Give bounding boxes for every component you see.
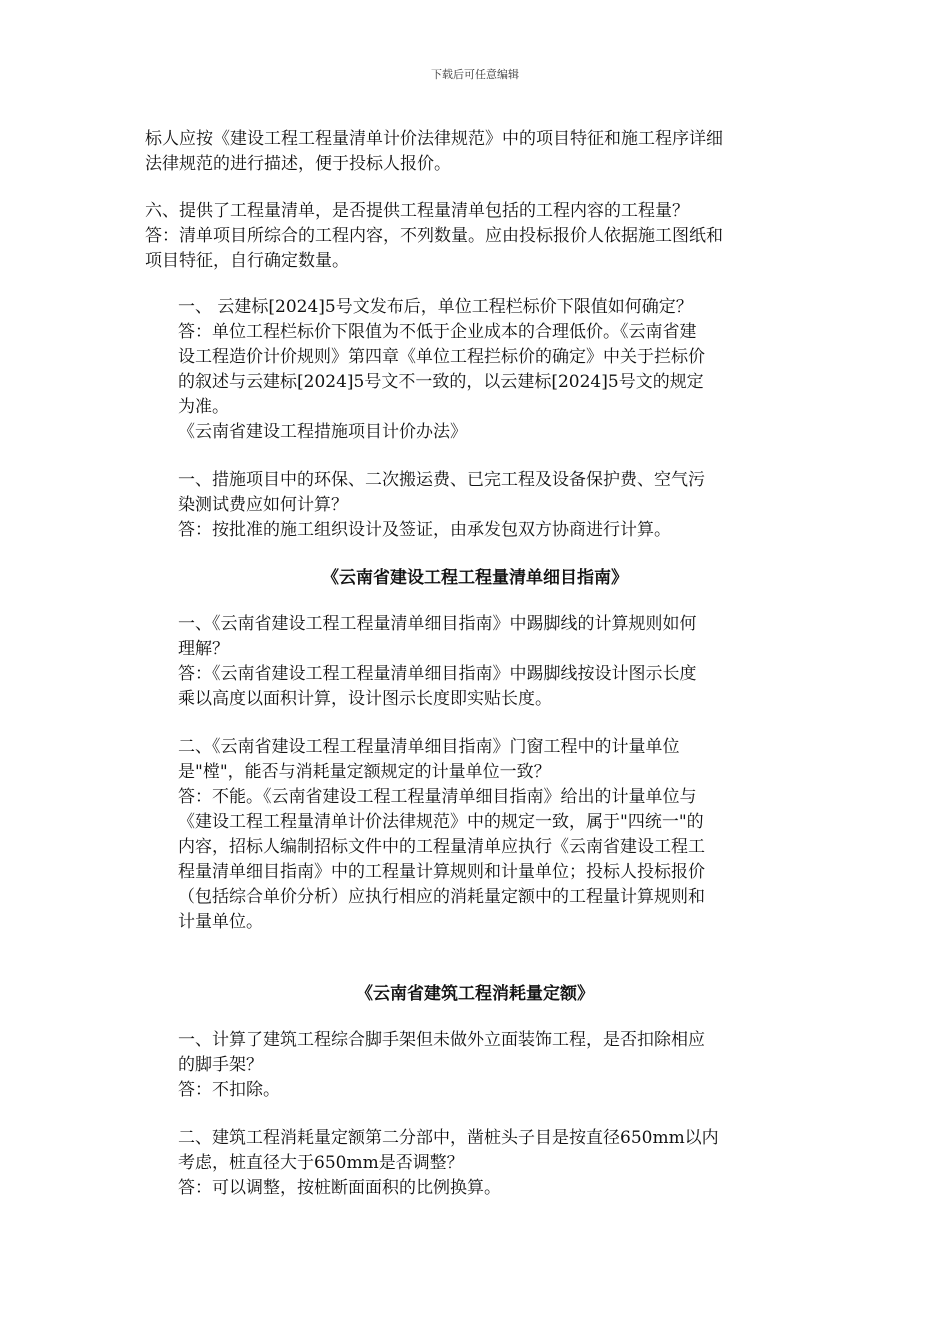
yunjian-answer-line-4: 为准。 [178, 397, 229, 417]
yunjian-answer-line-1: 答：单位工程栏标价下限值为不低于企业成本的合理低价。《云南省建 [178, 322, 697, 342]
measures-question-line-1: 一、措施项目中的环保、二次搬运费、已完工程及设备保护费、空气污 [178, 470, 705, 490]
measures-section-title: 《云南省建设工程措施项目计价办法》 [178, 422, 467, 442]
yunjian-answer-line-2: 设工程造价计价规则》第四章《单位工程拦标价的确定》中关于拦标价 [178, 347, 705, 367]
guide-a2-line-3: 内容，招标人编制招标文件中的工程量清单应执行《云南省建设工程工 [178, 837, 705, 857]
quota-q2-line-2: 考虑，桩直径大于650mm是否调整？ [178, 1153, 464, 1173]
q6-question: 六、提供了工程量清单，是否提供工程量清单包括的工程内容的工程量？ [145, 201, 689, 221]
guide-a1-line-2: 乘以高度以面积计算，设计图示长度即实贴长度。 [178, 689, 552, 709]
guide-section-title: 《云南省建设工程工程量清单细目指南》 [322, 568, 628, 588]
guide-a1-line-1: 答：《云南省建设工程工程量清单细目指南》中踢脚线按设计图示长度 [178, 664, 697, 684]
guide-a2-line-6: 计量单位。 [178, 912, 263, 932]
q6-answer-line-2: 项目特征，自行确定数量。 [145, 251, 349, 271]
measures-answer: 答：按批准的施工组织设计及签证，由承发包双方协商进行计算。 [178, 520, 671, 540]
quota-q2-line-1: 二、建筑工程消耗量定额第二分部中，凿桩头子目是按直径650mm以内 [178, 1128, 719, 1148]
guide-a2-line-4: 程量清单细目指南》中的工程量计算规则和计量单位；投标人投标报价 [178, 862, 705, 882]
quota-q1-line-2: 的脚手架？ [178, 1055, 263, 1075]
quota-q1-line-1: 一、计算了建筑工程综合脚手架但未做外立面装饰工程，是否扣除相应 [178, 1030, 705, 1050]
guide-q2-line-2: 是"樘"，能否与消耗量定额规定的计量单位一致？ [178, 762, 551, 782]
quota-a2: 答：可以调整，按桩断面面积的比例换算。 [178, 1178, 501, 1198]
guide-a2-line-5: （包括综合单价分析）应执行相应的消耗量定额中的工程量计算规则和 [178, 887, 705, 907]
quota-section-title: 《云南省建筑工程消耗量定额》 [356, 984, 594, 1004]
yunjian-question: 一、 云建标[2024]5号文发布后，单位工程栏标价下限值如何确定？ [178, 297, 693, 317]
measures-question-line-2: 染测试费应如何计算？ [178, 495, 348, 515]
yunjian-answer-line-3: 的叙述与云建标[2024]5号文不一致的，以云建标[2024]5号文的规定 [178, 372, 704, 392]
header-note: 下载后可任意编辑 [431, 68, 519, 81]
intro-line-1: 标人应按《建设工程工程量清单计价法律规范》中的项目特征和施工程序详细 [145, 129, 723, 149]
quota-a1: 答：不扣除。 [178, 1080, 280, 1100]
guide-a2-line-2: 《建设工程工程量清单计价法律规范》中的规定一致，属于"四统一"的 [178, 812, 704, 832]
intro-line-2: 法律规范的进行描述，便于投标人报价。 [145, 154, 451, 174]
guide-q2-line-1: 二、《云南省建设工程工程量清单细目指南》门窗工程中的计量单位 [178, 737, 680, 757]
guide-q1-line-1: 一、《云南省建设工程工程量清单细目指南》中踢脚线的计算规则如何 [178, 614, 697, 634]
guide-a2-line-1: 答：不能。《云南省建设工程工程量清单细目指南》给出的计量单位与 [178, 787, 697, 807]
guide-q1-line-2: 理解？ [178, 639, 229, 659]
q6-answer-line-1: 答：清单项目所综合的工程内容，不列数量。应由投标报价人依据施工图纸和 [145, 226, 723, 246]
